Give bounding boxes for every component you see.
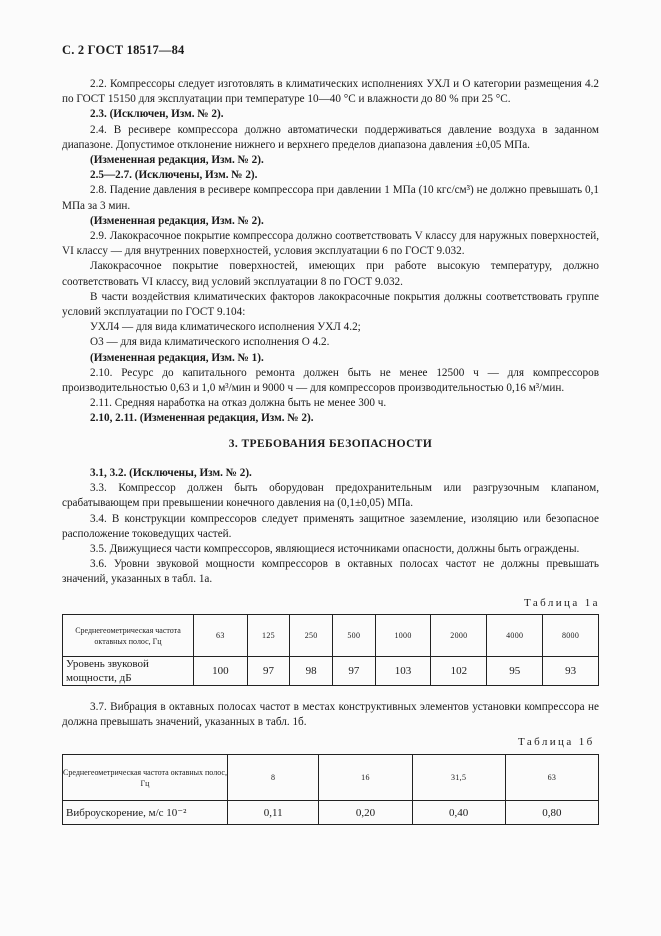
paragraph: 3.5. Движущиеся части компрессоров, являющиеся источниками опасности, должны быть ограждены.	[90, 543, 580, 556]
table-1a-row-label: Уровень звуковой мощности, дБ	[63, 657, 194, 686]
value-cell: 102	[431, 657, 487, 686]
paragraph: 3.7. Вибрация в октавных полосах частот в местах конструктивных элементов установки компрессора не должна превышать значений, указанных в табл. 1б.	[62, 701, 599, 729]
table-1a-caption: Таблица 1а	[524, 597, 600, 609]
value-cell: 93	[543, 657, 599, 686]
paragraph: Лакокрасочное покрытие поверхностей, имеющих при работе высокую температуру, должно соответствовать VI классу, вид условий эксплуатации 8 по ГОСТ 9.032.	[62, 260, 599, 288]
frequency-cell: 63	[194, 615, 248, 657]
amendment-note: (Измененная редакция, Изм. № 1).	[90, 351, 264, 364]
amendment-note: 2.3. (Исключен, Изм. № 2).	[90, 108, 224, 121]
frequency-cell: 1000	[375, 615, 431, 657]
paragraph: В части воздействия климатических факторов лакокрасочные покрытия должны соответствовать группе условий эксплуатации по ГОСТ 9.104:	[62, 290, 599, 319]
amendment-note: (Измененная редакция, Изм. № 2).	[90, 154, 264, 167]
frequency-cell: 8	[228, 755, 319, 801]
value-cell: 103	[375, 657, 431, 686]
section-title: 3. ТРЕБОВАНИЯ БЕЗОПАСНОСТИ	[228, 438, 433, 450]
value-cell: 97	[332, 657, 375, 686]
frequency-cell: 63	[505, 755, 598, 801]
value-cell: 0,40	[412, 801, 505, 825]
para-3-7	[62, 700, 599, 730]
paragraph: 2.8. Падение давления в ресивере компрессора при давлении 1 МПа (10 кгс/см³) не должно превышать 0,1 МПа за 3 мин.	[62, 184, 599, 212]
paragraph: УХЛ4 — для вида климатического исполнения УХЛ 4.2;	[90, 321, 361, 334]
section-3-text	[62, 466, 599, 588]
value-cell: 97	[247, 657, 290, 686]
value-cell: 100	[194, 657, 248, 686]
amendment-note: (Измененная редакция, Изм. № 2).	[90, 214, 264, 227]
paragraph: 2.11. Средняя наработка на отказ должна быть не менее 300 ч.	[90, 397, 387, 410]
paragraph: 2.2. Компрессоры следует изготовлять в климатических исполнениях УХЛ и О категории размещения 4.2 по ГОСТ 15150 для эксплуатации при температуре 10—40 °С и влажности до 80 % при 25 °С.	[62, 78, 599, 106]
amendment-note: 2.5—2.7. (Исключены, Изм. № 2).	[90, 169, 258, 182]
section-2-text	[62, 77, 599, 427]
frequency-cell: 125	[247, 615, 290, 657]
value-cell: 0,20	[319, 801, 412, 825]
paragraph: 2.9. Лакокрасочное покрытие компрессора должно соответствовать V классу для наружных поверхностей, VI классу — для внутренних поверхностей, условия эксплуатации 6 по ГОСТ 9.032.	[62, 230, 599, 258]
frequency-cell: 500	[332, 615, 375, 657]
table-1b-caption: Таблица 1б	[518, 736, 595, 748]
table-1b	[62, 754, 599, 825]
frequency-cell: 16	[319, 755, 412, 801]
value-cell: 0,11	[228, 801, 319, 825]
page-header: С. 2 ГОСТ 18517—84	[62, 43, 185, 57]
paragraph: 2.4. В ресивере компрессора должно автоматически поддерживаться давление воздуха в заданном диапазоне. Допустимое отклонение нижнего и верхнего пределов диапазона давления ±0,05 МПа.	[62, 123, 599, 151]
frequency-cell: 250	[290, 615, 333, 657]
amendment-note: 2.10, 2.11. (Измененная редакция, Изм. № 2).	[90, 412, 314, 425]
value-cell: 0,80	[505, 801, 598, 825]
amendment-note: 3.1, 3.2. (Исключены, Изм. № 2).	[90, 467, 252, 479]
value-cell: 98	[290, 657, 333, 686]
paragraph: O3 — для вида климатического исполнения О 4.2.	[90, 336, 330, 349]
paragraph: 3.4. В конструкции компрессоров следует применять защитное заземление, изоляцию или безопасное расположение токоведущих частей.	[62, 512, 599, 540]
paragraph: 3.3. Компрессор должен быть оборудован предохранительным или разгрузочным клапаном, срабатывающем при превышении конечного давления на (0,1±0,05) МПа.	[62, 482, 599, 510]
frequency-cell: 8000	[543, 615, 599, 657]
paragraph: 3.6. Уровни звуковой мощности компрессоров в октавных полосах частот не должны превышать значений, указанных в табл. 1а.	[62, 558, 599, 586]
frequency-cell: 2000	[431, 615, 487, 657]
table-1a-header-label: Среднегеометрическая частота октавных полос, Гц	[63, 615, 194, 657]
table-1b-header-label: Среднегеометрическая частота октавных полос, Гц	[63, 755, 228, 801]
value-cell: 95	[487, 657, 543, 686]
frequency-cell: 4000	[487, 615, 543, 657]
paragraph: 2.10. Ресурс до капитального ремонта должен быть не менее 12500 ч — для компрессоров производительностью 0,63 и 1,0 м³/мин и 9000 ч — для компрессоров производительностью 0,16 м³/мин.	[62, 366, 599, 395]
table-1b-row-label: Виброускорение, м/с 10⁻²	[63, 801, 228, 825]
table-1a	[62, 614, 599, 686]
frequency-cell: 31,5	[412, 755, 505, 801]
